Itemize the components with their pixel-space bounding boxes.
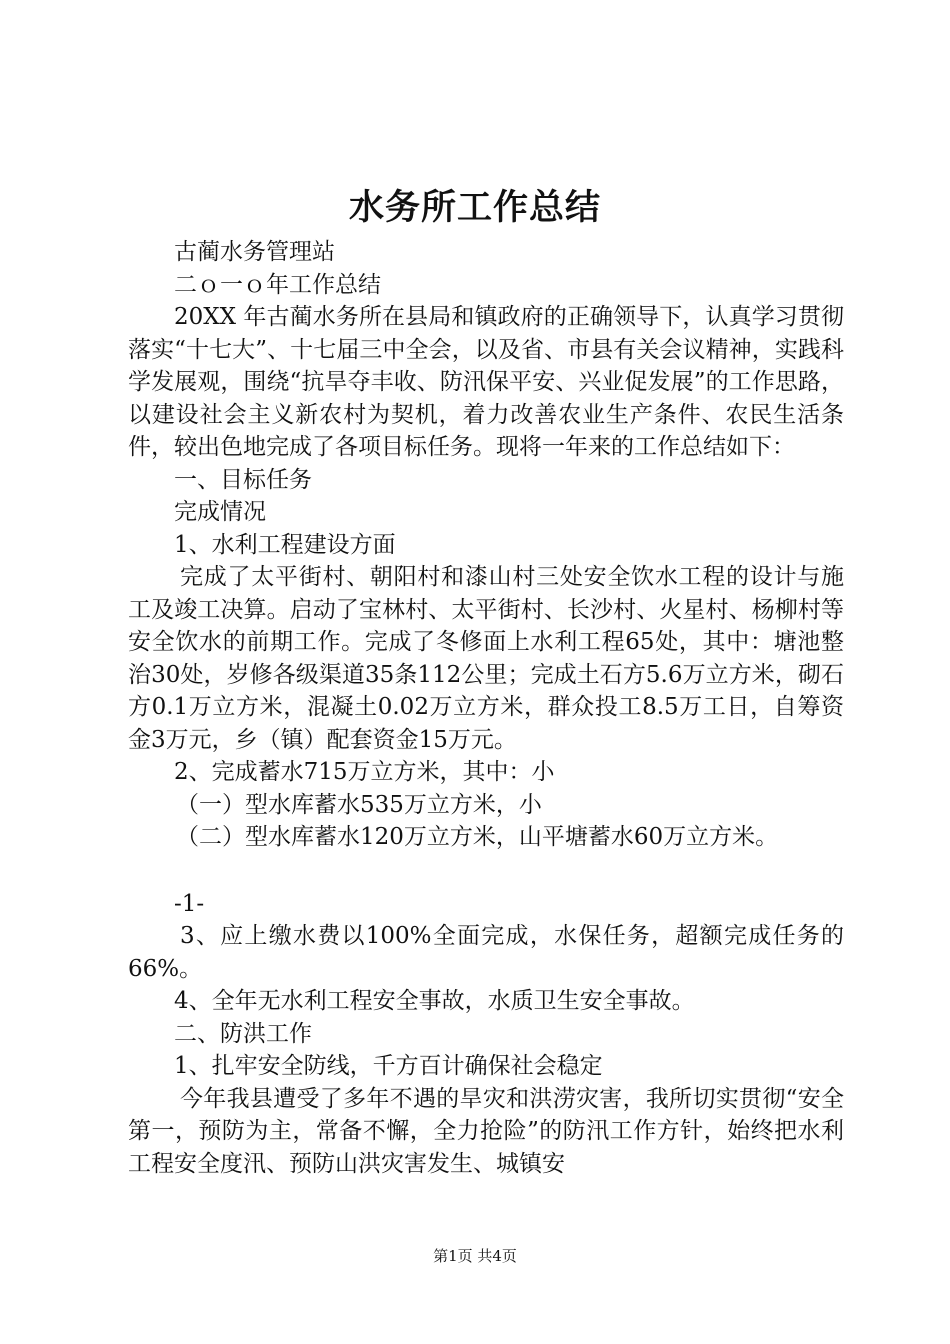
paragraph-no-accidents: 4、全年无水利工程安全事故，水质卫生安全事故。: [174, 988, 695, 1014]
paragraph-org-name: 古蔺水务管理站: [174, 239, 335, 265]
paragraph-subtitle: 二ｏ一ｏ年工作总结: [174, 271, 381, 298]
paragraph-reservoir-2: （二）型水库蓄水120万立方米，山平塘蓄水60万立方米。: [176, 824, 779, 850]
paragraph-intro: 20XX 年古蔺水务所在县局和镇政府的正确领导下，认真学习贯彻落实“十七大”、十七届三中全会，以及省、市县有关会议精神，实践科学发展观，围绕“抗旱夺丰收、防汛保平安、兴业促发展”的工作思路，以建设社会主义新农村为契机，着力改善农业生产条件、农民生活条件，较出色地完成了各项目标任务。现将一年来的工作总结如下：: [128, 304, 844, 460]
paragraph-water-fees: 3、应上缴水费以100%全面完成，水保任务，超额完成任务的66%。: [128, 923, 844, 982]
document-title: 水务所工作总结: [348, 188, 601, 228]
document-body: [128, 236, 844, 1180]
subheading-water-projects: 1、水利工程建设方面: [174, 531, 396, 558]
subheading-safety-line: 1、扎牢安全防线，千方百计确保社会稳定: [174, 1053, 603, 1079]
paragraph-reservoir-1: （一）型水库蓄水535万立方米，小: [176, 791, 542, 818]
paragraph-water-projects: 完成了太平街村、朝阳村和漆山村三处安全饮水工程的设计与施工及竣工决算。启动了宝林村、太平街村、长沙村、火星村、杨柳村等安全饮水的前期工作。完成了冬修面上水利工程65处，其中：塘池整治30处，岁修各级渠道35条112公里；完成土石方5.6万立方米，砌石方0.1万立方米，混凝土0.02万立方米，群众投工8.5万工日，自筹资金3万元，乡（镇）配套资金15万元。: [128, 564, 844, 753]
paragraph-flood-situation: 今年我县遭受了多年不遇的旱灾和洪涝灾害，我所切实贯彻“安全第一，预防为主，常备不懈，全力抢险”的防汛工作方针，始终把水利工程安全度汛、预防山洪灾害发生、城镇安: [128, 1085, 844, 1177]
section-heading-flood-control: 二、防洪工作: [174, 1020, 312, 1047]
page-marker: -1-: [174, 890, 205, 917]
section-heading-targets: 一、目标任务: [174, 466, 312, 493]
subheading-completion: 完成情况: [174, 499, 266, 525]
page-footer: 第1页 共4页: [433, 1247, 517, 1265]
paragraph-water-storage: 2、完成蓄水715万立方米，其中：小: [174, 759, 555, 785]
